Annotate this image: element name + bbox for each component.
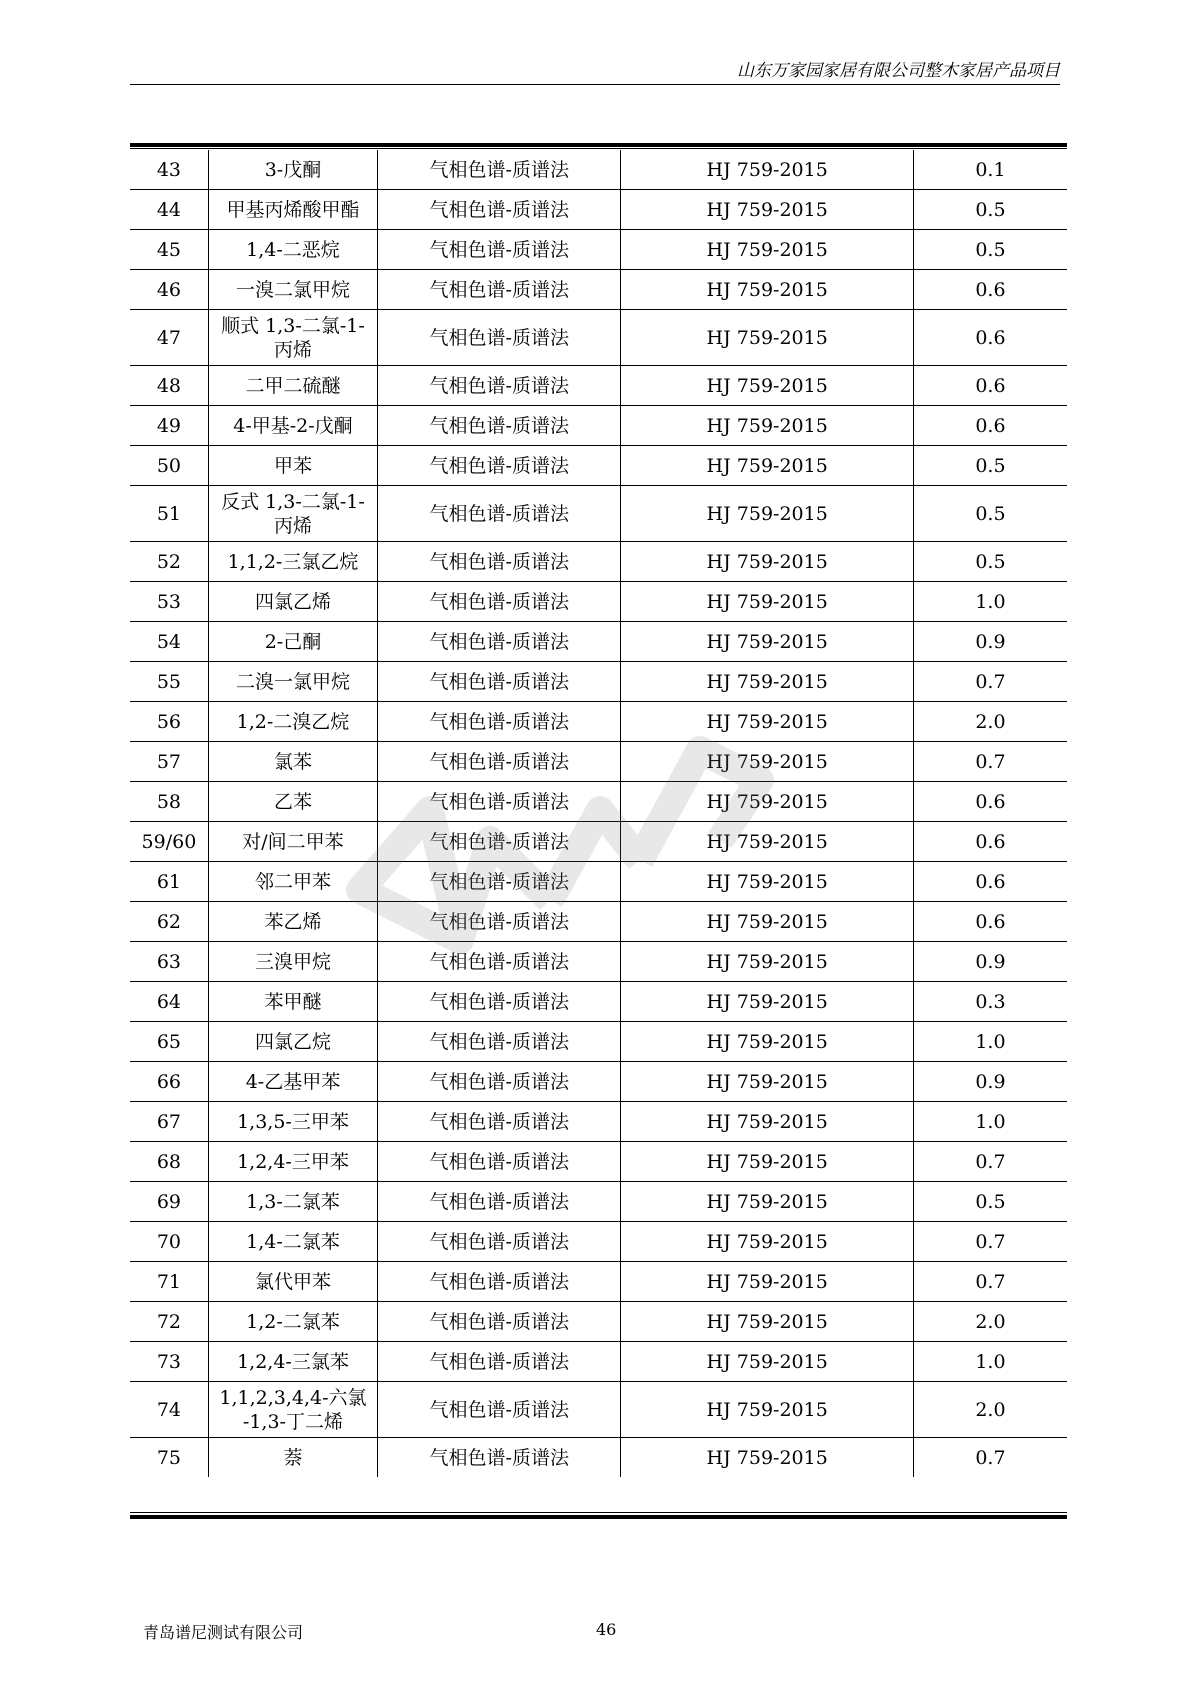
- table-row: [130, 230, 1067, 270]
- cell-number: 65: [130, 1022, 208, 1062]
- cell-compound-name: 1,4-二氯苯: [208, 1222, 377, 1262]
- table-row: [130, 1102, 1067, 1142]
- cell-method: 气相色谱-质谱法: [378, 542, 621, 582]
- cell-standard: HJ 759-2015: [621, 486, 913, 542]
- table-row: [130, 310, 1067, 366]
- cell-number: 51: [130, 486, 208, 542]
- table-row: [130, 702, 1067, 742]
- cell-compound-name: 邻二甲苯: [208, 862, 377, 902]
- cell-number: 73: [130, 1342, 208, 1382]
- cell-detection-limit: 1.0: [913, 1102, 1067, 1142]
- cell-standard: HJ 759-2015: [621, 1102, 913, 1142]
- cell-compound-name: 苯甲醚: [208, 982, 377, 1022]
- table-body: [130, 150, 1067, 1477]
- cell-detection-limit: 0.7: [913, 1222, 1067, 1262]
- cell-number: 68: [130, 1142, 208, 1182]
- cell-detection-limit: 1.0: [913, 1342, 1067, 1382]
- cell-detection-limit: 1.0: [913, 582, 1067, 622]
- table-row: [130, 942, 1067, 982]
- cell-method: 气相色谱-质谱法: [378, 1302, 621, 1342]
- cell-standard: HJ 759-2015: [621, 1182, 913, 1222]
- table-row: [130, 1438, 1067, 1478]
- header-rule: [130, 84, 1060, 85]
- cell-method: 气相色谱-质谱法: [378, 902, 621, 942]
- cell-number: 46: [130, 270, 208, 310]
- cell-standard: HJ 759-2015: [621, 742, 913, 782]
- cell-standard: HJ 759-2015: [621, 1342, 913, 1382]
- cell-number: 47: [130, 310, 208, 366]
- table-row: [130, 582, 1067, 622]
- cell-detection-limit: 0.6: [913, 270, 1067, 310]
- cell-standard: HJ 759-2015: [621, 310, 913, 366]
- table-bottom-rule-thin: [130, 1512, 1067, 1513]
- cell-compound-name: 三溴甲烷: [208, 942, 377, 982]
- cell-detection-limit: 0.6: [913, 782, 1067, 822]
- cell-detection-limit: 0.6: [913, 406, 1067, 446]
- cell-number: 67: [130, 1102, 208, 1142]
- cell-detection-limit: 0.5: [913, 542, 1067, 582]
- cell-compound-name: 1,3,5-三甲苯: [208, 1102, 377, 1142]
- cell-number: 70: [130, 1222, 208, 1262]
- cell-detection-limit: 0.5: [913, 486, 1067, 542]
- cell-number: 58: [130, 782, 208, 822]
- cell-number: 57: [130, 742, 208, 782]
- cell-detection-limit: 0.6: [913, 862, 1067, 902]
- cell-detection-limit: 0.7: [913, 1262, 1067, 1302]
- cell-number: 45: [130, 230, 208, 270]
- table-row: [130, 862, 1067, 902]
- cell-compound-name: 4-甲基-2-戊酮: [208, 406, 377, 446]
- cell-number: 63: [130, 942, 208, 982]
- cell-method: 气相色谱-质谱法: [378, 1262, 621, 1302]
- cell-standard: HJ 759-2015: [621, 1142, 913, 1182]
- cell-compound-name: 氯苯: [208, 742, 377, 782]
- cell-method: 气相色谱-质谱法: [378, 582, 621, 622]
- cell-method: 气相色谱-质谱法: [378, 1382, 621, 1438]
- cell-compound-name: 反式 1,3-二氯-1- 丙烯: [208, 486, 377, 542]
- cell-detection-limit: 0.5: [913, 190, 1067, 230]
- cell-method: 气相色谱-质谱法: [378, 1062, 621, 1102]
- cell-number: 66: [130, 1062, 208, 1102]
- cell-standard: HJ 759-2015: [621, 1062, 913, 1102]
- table-row: [130, 1382, 1067, 1438]
- cell-number: 72: [130, 1302, 208, 1342]
- cell-detection-limit: 0.5: [913, 230, 1067, 270]
- cell-compound-name: 二溴一氯甲烷: [208, 662, 377, 702]
- cell-number: 43: [156, 158, 182, 181]
- cell-standard: HJ 759-2015: [621, 942, 913, 982]
- cell-standard: HJ 759-2015: [621, 702, 913, 742]
- cell-compound-name: 乙苯: [208, 782, 377, 822]
- table-row: [130, 446, 1067, 486]
- cell-standard: HJ 759-2015: [621, 1222, 913, 1262]
- cell-method: 气相色谱-质谱法: [378, 862, 621, 902]
- cell-detection-limit: 0.3: [913, 982, 1067, 1022]
- table-row: [130, 742, 1067, 782]
- cell-compound-name: 一溴二氯甲烷: [208, 270, 377, 310]
- footer-company: 青岛谱尼测试有限公司: [143, 1623, 304, 1642]
- running-header-title: 山东万家园家居有限公司整木家居产品项目: [737, 61, 1060, 81]
- table-top-rule-thin: [130, 148, 1067, 149]
- cell-number: 62: [130, 902, 208, 942]
- cell-compound-name: 1,1,2-三氯乙烷: [208, 542, 377, 582]
- cell-number: 44: [130, 190, 208, 230]
- cell-standard: HJ 759-2015: [621, 1022, 913, 1062]
- cell-compound-name: 萘: [208, 1438, 377, 1478]
- cell-compound-name: 1,2,4-三甲苯: [208, 1142, 377, 1182]
- cell-method: 气相色谱-质谱法: [378, 1022, 621, 1062]
- cell-compound-name: 甲苯: [208, 446, 377, 486]
- cell-detection-limit: 0.7: [913, 1142, 1067, 1182]
- cell-number: 56: [130, 702, 208, 742]
- cell-standard: HJ 759-2015: [621, 1382, 913, 1438]
- table-row: [130, 270, 1067, 310]
- cell-method: 气相色谱-质谱法: [378, 942, 621, 982]
- cell-compound-name: 4-乙基甲苯: [208, 1062, 377, 1102]
- cell-detection-limit: 0.1: [913, 150, 1067, 190]
- cell-method: 气相色谱-质谱法: [378, 446, 621, 486]
- cell-compound-name: 二甲二硫醚: [208, 366, 377, 406]
- cell-standard: HJ 759-2015: [621, 270, 913, 310]
- cell-standard: HJ 759-2015: [621, 822, 913, 862]
- cell-standard: HJ 759-2015: [621, 582, 913, 622]
- table-row: [130, 190, 1067, 230]
- cell-detection-limit: 0.7: [913, 662, 1067, 702]
- cell-standard: HJ 759-2015: [621, 1262, 913, 1302]
- cell-compound-name: 3-戊酮: [208, 150, 377, 190]
- cell-detection-limit: 0.6: [913, 366, 1067, 406]
- cell-compound-name: 1,3-二氯苯: [208, 1182, 377, 1222]
- cell-standard: HJ 759-2015: [621, 230, 913, 270]
- table-row: [130, 1062, 1067, 1102]
- cell-standard: HJ 759-2015: [621, 1302, 913, 1342]
- cell-method: 气相色谱-质谱法: [378, 822, 621, 862]
- table-row: [130, 1262, 1067, 1302]
- cell-detection-limit: 0.6: [913, 310, 1067, 366]
- cell-detection-limit: 2.0: [913, 1382, 1067, 1438]
- cell-method: 气相色谱-质谱法: [378, 366, 621, 406]
- table-row: [130, 822, 1067, 862]
- cell-compound-name: 1,2-二氯苯: [208, 1302, 377, 1342]
- cell-method: 气相色谱-质谱法: [378, 230, 621, 270]
- table-row: [130, 1142, 1067, 1182]
- cell-standard: HJ 759-2015: [621, 982, 913, 1022]
- cell-standard: HJ 759-2015: [621, 862, 913, 902]
- table-row: [130, 1302, 1067, 1342]
- cell-detection-limit: 0.6: [913, 902, 1067, 942]
- table-row: [130, 1022, 1067, 1062]
- cell-method: 气相色谱-质谱法: [378, 622, 621, 662]
- cell-method: 气相色谱-质谱法: [378, 742, 621, 782]
- table-row: [130, 622, 1067, 662]
- cell-standard: HJ 759-2015: [621, 446, 913, 486]
- table-row: [130, 486, 1067, 542]
- table-row: [130, 1182, 1067, 1222]
- cell-standard: HJ 759-2015: [621, 782, 913, 822]
- table-row: [130, 782, 1067, 822]
- cell-method: 气相色谱-质谱法: [378, 1342, 621, 1382]
- cell-method: 气相色谱-质谱法: [378, 190, 621, 230]
- table-row: [130, 902, 1067, 942]
- cell-detection-limit: 2.0: [913, 1302, 1067, 1342]
- cell-method: 气相色谱-质谱法: [378, 1222, 621, 1262]
- table-bottom-rule: [130, 1515, 1067, 1519]
- cell-compound-name: 1,2,4-三氯苯: [208, 1342, 377, 1382]
- cell-compound-name: 甲基丙烯酸甲酯: [208, 190, 377, 230]
- cell-method: 气相色谱-质谱法: [378, 1102, 621, 1142]
- cell-standard: HJ 759-2015: [621, 662, 913, 702]
- cell-number: 74: [130, 1382, 208, 1438]
- table-row: [130, 662, 1067, 702]
- cell-method: 气相色谱-质谱法: [378, 486, 621, 542]
- cell-number: 50: [130, 446, 208, 486]
- cell-standard: HJ 759-2015: [621, 542, 913, 582]
- cell-method: 气相色谱-质谱法: [378, 662, 621, 702]
- cell-standard: HJ 759-2015: [621, 406, 913, 446]
- cell-detection-limit: 0.9: [913, 1062, 1067, 1102]
- cell-detection-limit: 0.7: [913, 1438, 1067, 1478]
- cell-compound-name: 1,1,2,3,4,4-六氯 -1,3-丁二烯: [208, 1382, 377, 1438]
- table-row: [130, 1342, 1067, 1382]
- cell-method: 气相色谱-质谱法: [378, 782, 621, 822]
- cell-detection-limit: 0.5: [913, 446, 1067, 486]
- cell-detection-limit: 0.7: [913, 742, 1067, 782]
- cell-compound-name: 2-己酮: [208, 622, 377, 662]
- cell-compound-name: 四氯乙烷: [208, 1022, 377, 1062]
- cell-method: 气相色谱-质谱法: [378, 1142, 621, 1182]
- cell-detection-limit: 2.0: [913, 702, 1067, 742]
- cell-number: 52: [130, 542, 208, 582]
- cell-number: 59/60: [130, 822, 208, 862]
- cell-standard: HJ 759-2015: [621, 190, 913, 230]
- cell-detection-limit: 0.5: [913, 1182, 1067, 1222]
- cell-method: 气相色谱-质谱法: [378, 1438, 621, 1478]
- cell-number: 48: [130, 366, 208, 406]
- cell-number: 49: [130, 406, 208, 446]
- table-row: [130, 366, 1067, 406]
- cell-method: 气相色谱-质谱法: [378, 982, 621, 1022]
- cell-standard: HJ 759-2015: [621, 622, 913, 662]
- table-row: [130, 982, 1067, 1022]
- cell-compound-name: 1,4-二恶烷: [208, 230, 377, 270]
- cell-number: 54: [130, 622, 208, 662]
- cell-compound-name: 1,2-二溴乙烷: [208, 702, 377, 742]
- cell-detection-limit: 1.0: [913, 1022, 1067, 1062]
- cell-method: 气相色谱-质谱法: [378, 270, 621, 310]
- cell-standard: HJ 759-2015: [621, 902, 913, 942]
- cell-detection-limit: 0.9: [913, 622, 1067, 662]
- cell-number: 55: [130, 662, 208, 702]
- cell-compound-name: 苯乙烯: [208, 902, 377, 942]
- cell-detection-limit: 0.6: [913, 822, 1067, 862]
- cell-detection-limit: 0.9: [913, 942, 1067, 982]
- cell-method: 气相色谱-质谱法: [378, 1182, 621, 1222]
- cell-number: 64: [130, 982, 208, 1022]
- cell-compound-name: 顺式 1,3-二氯-1- 丙烯: [208, 310, 377, 366]
- cell-number: 53: [130, 582, 208, 622]
- cell-compound-name: 氯代甲苯: [208, 1262, 377, 1302]
- cell-compound-name: 对/间二甲苯: [208, 822, 377, 862]
- cell-method: 气相色谱-质谱法: [378, 702, 621, 742]
- table-row: [130, 542, 1067, 582]
- table-row: [130, 406, 1067, 446]
- table-row: [130, 1222, 1067, 1262]
- cell-standard: HJ 759-2015: [621, 1438, 913, 1478]
- cell-method: 气相色谱-质谱法: [378, 406, 621, 446]
- table-top-rule: [130, 143, 1067, 147]
- cell-number: 71: [130, 1262, 208, 1302]
- cell-number: 75: [130, 1438, 208, 1478]
- cell-number: 61: [130, 862, 208, 902]
- cell-method: 气相色谱-质谱法: [378, 150, 621, 190]
- cell-compound-name: 四氯乙烯: [208, 582, 377, 622]
- cell-standard: HJ 759-2015: [621, 150, 913, 190]
- table-row: [130, 150, 1067, 190]
- cell-method: 气相色谱-质谱法: [378, 310, 621, 366]
- detection-limits-table: [130, 150, 1067, 1477]
- cell-standard: HJ 759-2015: [621, 366, 913, 406]
- page-number: 46: [596, 1620, 617, 1639]
- cell-number: 69: [130, 1182, 208, 1222]
